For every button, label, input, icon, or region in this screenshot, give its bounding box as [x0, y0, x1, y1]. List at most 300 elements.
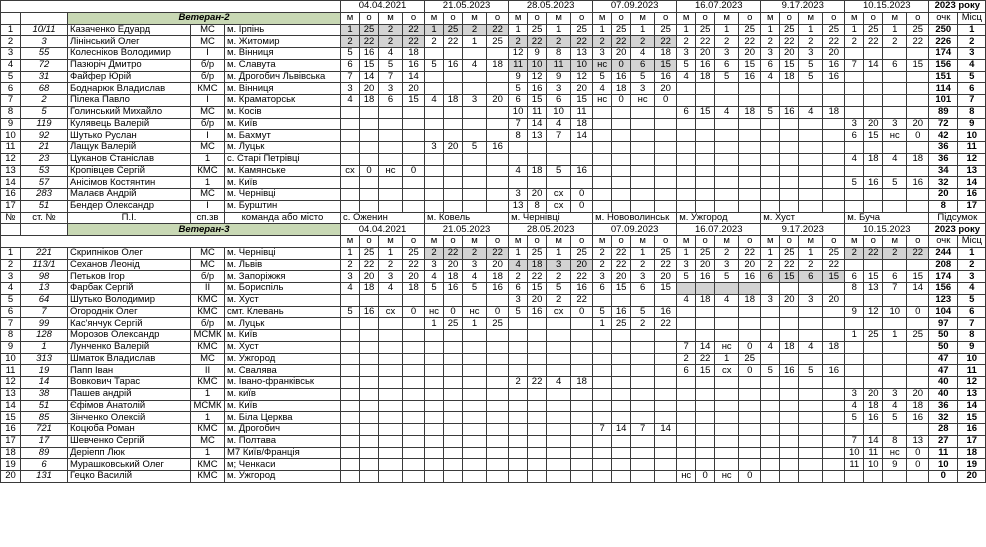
place-cell: 4 — [799, 341, 823, 353]
place-cell — [379, 177, 403, 189]
athlete-name: Зінченко Олексій — [68, 412, 191, 424]
points-cell — [612, 177, 631, 189]
points-cell — [612, 294, 631, 306]
total-points: 8 — [929, 200, 958, 212]
place-cell: 7 — [845, 59, 864, 71]
points-cell: 15 — [655, 283, 677, 295]
total-points: 47 — [929, 353, 958, 365]
venue-name: м. Ужгород — [677, 212, 761, 224]
athlete-name: Файфер Юрій — [68, 71, 191, 83]
points-cell — [403, 471, 425, 483]
place-cell: 3 — [379, 83, 403, 95]
place-cell: 5 — [341, 306, 360, 318]
team-city: м. Київ — [225, 330, 341, 342]
place-cell — [341, 294, 360, 306]
place-cell — [463, 165, 487, 177]
team-city: м. Київ — [225, 118, 341, 130]
place-cell — [799, 189, 823, 201]
points-cell — [528, 459, 547, 471]
place-cell: 3 — [425, 259, 444, 271]
points-cell: 15 — [655, 59, 677, 71]
sub-header: м — [761, 12, 780, 24]
athlete-row — [1, 48, 986, 60]
points-cell — [907, 189, 929, 201]
points-cell: 18 — [612, 83, 631, 95]
place-cell — [379, 341, 403, 353]
points-cell: 25 — [612, 318, 631, 330]
points-cell — [403, 365, 425, 377]
points-cell — [487, 177, 509, 189]
place-cell: сх — [547, 306, 571, 318]
place-cell: 1 — [677, 247, 696, 259]
place-cell: 13 — [509, 200, 528, 212]
points-cell — [528, 388, 547, 400]
place-cell — [761, 412, 780, 424]
place-cell: 1 — [547, 24, 571, 36]
place-cell — [799, 130, 823, 142]
points-cell: 0 — [444, 306, 463, 318]
place-cell — [593, 435, 612, 447]
place-cell — [631, 177, 655, 189]
place-cell: нс — [593, 59, 612, 71]
points-cell — [907, 71, 929, 83]
sub-header: о — [403, 12, 425, 24]
points-cell: 9 — [528, 48, 547, 60]
place-cell: 5 — [463, 283, 487, 295]
row-number: 10 — [1, 130, 21, 142]
points-cell — [780, 318, 799, 330]
points-cell — [780, 388, 799, 400]
place-cell: 4 — [425, 95, 444, 107]
sub-header: м — [799, 236, 823, 248]
place-cell — [761, 459, 780, 471]
athlete-row — [1, 424, 986, 436]
total-points: 40 — [929, 388, 958, 400]
place-cell: 2 — [425, 36, 444, 48]
sport-rank: б/р — [191, 71, 225, 83]
sub-header: м — [463, 236, 487, 248]
final-place: 16 — [958, 189, 986, 201]
sub-header: м — [883, 12, 907, 24]
row-number: 20 — [1, 471, 21, 483]
place-cell: 1 — [845, 24, 864, 36]
place-cell: 7 — [845, 435, 864, 447]
points-cell — [739, 153, 761, 165]
points-cell — [696, 318, 715, 330]
points-cell: 18 — [444, 271, 463, 283]
athlete-name: Бендер Олександр — [68, 200, 191, 212]
points-cell — [403, 153, 425, 165]
place-cell — [761, 330, 780, 342]
place-cell: 1 — [883, 24, 907, 36]
total-points: 47 — [929, 365, 958, 377]
place-cell — [463, 153, 487, 165]
points-cell — [360, 189, 379, 201]
team-city: м. київ — [225, 388, 341, 400]
points-cell: 0 — [612, 59, 631, 71]
place-cell — [341, 153, 360, 165]
place-cell: 2 — [593, 247, 612, 259]
points-cell: 22 — [571, 271, 593, 283]
points-cell: 18 — [403, 283, 425, 295]
final-place: 20 — [958, 471, 986, 483]
place-cell — [425, 353, 444, 365]
final-place: 3 — [958, 271, 986, 283]
points-cell: 22 — [655, 36, 677, 48]
athlete-row — [1, 142, 986, 154]
points-cell: 15 — [696, 365, 715, 377]
points-cell — [739, 435, 761, 447]
points-cell — [823, 400, 845, 412]
place-cell: 2 — [509, 36, 528, 48]
points-cell — [823, 83, 845, 95]
place-cell: 2 — [799, 259, 823, 271]
points-cell — [696, 388, 715, 400]
place-cell — [761, 447, 780, 459]
points-cell: 12 — [571, 71, 593, 83]
place-cell: сх — [379, 306, 403, 318]
place-cell: 8 — [547, 48, 571, 60]
points-cell: 25 — [571, 24, 593, 36]
points-cell: 11 — [864, 447, 883, 459]
place-cell — [593, 459, 612, 471]
place-cell: нс — [883, 130, 907, 142]
points-cell: 16 — [739, 71, 761, 83]
total-points: 11 — [929, 447, 958, 459]
place-cell: 1 — [341, 247, 360, 259]
start-number: 131 — [21, 471, 68, 483]
sport-rank: КМС — [191, 424, 225, 436]
place-cell: 8 — [509, 130, 528, 142]
points-cell — [780, 130, 799, 142]
athlete-row — [1, 271, 986, 283]
sport-rank: ІІ — [191, 365, 225, 377]
points-cell — [528, 400, 547, 412]
start-number: 92 — [21, 130, 68, 142]
sub-header: о — [571, 236, 593, 248]
sport-rank: МС — [191, 36, 225, 48]
place-cell — [677, 83, 696, 95]
points-cell — [864, 83, 883, 95]
points-cell — [612, 200, 631, 212]
place-cell: 6 — [883, 59, 907, 71]
athlete-row — [1, 118, 986, 130]
points-cell — [487, 189, 509, 201]
points-cell: 25 — [528, 247, 547, 259]
place-cell — [463, 388, 487, 400]
place-cell: 4 — [425, 271, 444, 283]
sub-header: о — [907, 12, 929, 24]
total-points: 244 — [929, 247, 958, 259]
start-number: 53 — [21, 165, 68, 177]
place-cell — [883, 341, 907, 353]
points-cell: 22 — [612, 36, 631, 48]
place-cell — [547, 353, 571, 365]
points-cell: 8 — [528, 200, 547, 212]
athlete-name: Кропівцев Сергій — [68, 165, 191, 177]
points-cell — [487, 118, 509, 130]
points-cell: 22 — [823, 259, 845, 271]
place-cell: 4 — [463, 59, 487, 71]
sub-header: о — [528, 12, 547, 24]
points-cell — [907, 318, 929, 330]
points-cell: 16 — [655, 71, 677, 83]
points-cell — [780, 118, 799, 130]
athlete-name: Малаєв Андрій — [68, 189, 191, 201]
place-cell: 7 — [677, 341, 696, 353]
total-points: 20 — [929, 189, 958, 201]
start-number: 23 — [21, 153, 68, 165]
start-number: 5 — [21, 106, 68, 118]
athlete-row — [1, 459, 986, 471]
total-points: 174 — [929, 48, 958, 60]
place-cell — [593, 177, 612, 189]
points-cell: 16 — [780, 106, 799, 118]
team-city: м. Київ — [225, 177, 341, 189]
points-cell — [360, 318, 379, 330]
place-cell — [593, 341, 612, 353]
place-cell: 5 — [425, 283, 444, 295]
points-cell — [360, 118, 379, 130]
place-cell — [631, 459, 655, 471]
points-cell — [655, 341, 677, 353]
points-cell — [612, 459, 631, 471]
place-cell: 5 — [631, 306, 655, 318]
points-cell — [864, 95, 883, 107]
points-cell — [696, 200, 715, 212]
place-cell — [341, 471, 360, 483]
total-points: 89 — [929, 106, 958, 118]
subheader-row — [1, 236, 986, 248]
points-cell — [444, 130, 463, 142]
final-place: 12 — [958, 377, 986, 389]
place-cell: 2 — [631, 36, 655, 48]
sub-header: м — [379, 236, 403, 248]
place-cell — [425, 200, 444, 212]
points-cell: 18 — [360, 95, 379, 107]
points-cell: 22 — [655, 259, 677, 271]
place-cell: 5 — [799, 365, 823, 377]
place-cell — [799, 353, 823, 365]
points-cell — [612, 365, 631, 377]
final-place: 13 — [958, 165, 986, 177]
team-city: с. Старі Петрівці — [225, 153, 341, 165]
athlete-name: Голинський Михайло — [68, 106, 191, 118]
place-cell — [463, 294, 487, 306]
place-cell: 7 — [509, 118, 528, 130]
athlete-name: Огороднік Олег — [68, 306, 191, 318]
points-cell — [444, 165, 463, 177]
points-cell: 18 — [907, 400, 929, 412]
points-cell: 25 — [864, 330, 883, 342]
place-cell — [463, 365, 487, 377]
place-cell: 1 — [463, 318, 487, 330]
place-cell — [509, 142, 528, 154]
place-cell: 3 — [715, 48, 739, 60]
points-cell — [739, 459, 761, 471]
points-cell: 0 — [907, 459, 929, 471]
points-cell: 18 — [487, 271, 509, 283]
points-cell — [403, 200, 425, 212]
sub-header: м — [677, 236, 696, 248]
sport-rank: КМС — [191, 165, 225, 177]
points-cell: 22 — [612, 259, 631, 271]
final-place: 6 — [958, 306, 986, 318]
start-number: 51 — [21, 400, 68, 412]
event-date: 9.17.2023 — [761, 1, 845, 13]
points-cell — [444, 48, 463, 60]
start-number: 89 — [21, 447, 68, 459]
team-city: м. Київ — [225, 400, 341, 412]
place-cell — [425, 106, 444, 118]
points-cell — [823, 142, 845, 154]
place-cell: 1 — [677, 24, 696, 36]
points-cell: 16 — [780, 365, 799, 377]
points-cell: 15 — [907, 271, 929, 283]
points-cell — [444, 377, 463, 389]
row-number: 18 — [1, 447, 21, 459]
event-date: 16.07.2023 — [677, 1, 761, 13]
place-cell: 5 — [547, 283, 571, 295]
team-city: м. Запоріжжя — [225, 271, 341, 283]
final-place: 13 — [958, 388, 986, 400]
place-cell — [509, 435, 528, 447]
athlete-name: Петьков Ігор — [68, 271, 191, 283]
athlete-row — [1, 165, 986, 177]
points-cell — [696, 283, 715, 295]
place-cell — [379, 189, 403, 201]
place-cell — [761, 388, 780, 400]
points-cell — [780, 283, 799, 295]
athlete-name: Папп Іван — [68, 365, 191, 377]
points-cell — [612, 189, 631, 201]
points-cell: 11 — [571, 106, 593, 118]
points-cell — [444, 118, 463, 130]
points-cell: 0 — [403, 306, 425, 318]
place-cell: 4 — [379, 283, 403, 295]
place-cell — [677, 306, 696, 318]
place-cell: 7 — [593, 424, 612, 436]
team-city: м. Косів — [225, 106, 341, 118]
athlete-name: Лінінський Олег — [68, 36, 191, 48]
place-cell — [425, 71, 444, 83]
place-cell: 4 — [677, 71, 696, 83]
place-cell: 10 — [547, 106, 571, 118]
total-points: 0 — [929, 471, 958, 483]
start-number: 51 — [21, 200, 68, 212]
points-cell: 16 — [907, 412, 929, 424]
place-cell — [463, 435, 487, 447]
points-cell — [403, 189, 425, 201]
place-cell — [883, 106, 907, 118]
place-cell — [463, 48, 487, 60]
sport-rank: 1 — [191, 412, 225, 424]
place-cell: 2 — [463, 247, 487, 259]
points-cell — [444, 330, 463, 342]
place-cell: 2 — [509, 271, 528, 283]
points-cell: 20 — [612, 48, 631, 60]
points-cell — [528, 365, 547, 377]
place-cell — [677, 283, 696, 295]
points-cell — [696, 447, 715, 459]
place-cell: 4 — [463, 271, 487, 283]
place-cell: 1 — [799, 24, 823, 36]
points-cell: 20 — [696, 259, 715, 271]
sport-rank: 1 — [191, 177, 225, 189]
athlete-row — [1, 189, 986, 201]
points-cell — [864, 377, 883, 389]
total-points: 50 — [929, 341, 958, 353]
row-number: 15 — [1, 412, 21, 424]
points-cell — [444, 424, 463, 436]
points-cell — [528, 341, 547, 353]
points-cell — [360, 424, 379, 436]
points-cell — [864, 200, 883, 212]
place-cell — [379, 318, 403, 330]
place-cell — [883, 353, 907, 365]
place-cell — [425, 330, 444, 342]
place-cell — [761, 377, 780, 389]
place-cell — [631, 353, 655, 365]
event-date: 04.04.2021 — [341, 224, 425, 236]
place-cell: нс — [631, 95, 655, 107]
points-cell — [823, 165, 845, 177]
points-cell — [655, 130, 677, 142]
points-cell — [655, 330, 677, 342]
place-cell — [799, 83, 823, 95]
points-cell — [403, 330, 425, 342]
points-cell — [907, 341, 929, 353]
sub-header: м — [379, 12, 403, 24]
final-place: 10 — [958, 353, 986, 365]
points-cell — [612, 377, 631, 389]
points-cell — [360, 330, 379, 342]
points-cell — [823, 118, 845, 130]
points-cell — [780, 424, 799, 436]
team-city: м. Луцьк — [225, 318, 341, 330]
place-cell: 3 — [341, 83, 360, 95]
place-cell — [341, 318, 360, 330]
start-number: 72 — [21, 59, 68, 71]
place-cell — [631, 471, 655, 483]
event-date: 07.09.2023 — [593, 224, 677, 236]
place-cell — [509, 447, 528, 459]
points-cell: 25 — [780, 24, 799, 36]
points-cell — [360, 377, 379, 389]
column-header-row — [1, 212, 986, 224]
points-cell: 14 — [655, 424, 677, 436]
points-cell — [739, 318, 761, 330]
athlete-row — [1, 365, 986, 377]
points-cell: 0 — [571, 189, 593, 201]
place-cell — [341, 459, 360, 471]
sub-header: м — [341, 236, 360, 248]
place-cell — [761, 353, 780, 365]
sub-header: о — [528, 236, 547, 248]
place-cell: 5 — [677, 271, 696, 283]
place-cell: 3 — [463, 259, 487, 271]
points-cell: 22 — [360, 259, 379, 271]
place-cell — [379, 142, 403, 154]
team-city: м. Камянське — [225, 165, 341, 177]
athlete-name: Боднарюк Владислав — [68, 83, 191, 95]
points-cell — [487, 330, 509, 342]
sub-header: м — [593, 236, 612, 248]
points-cell — [823, 471, 845, 483]
points-cell — [360, 353, 379, 365]
points-cell — [571, 318, 593, 330]
place-cell — [715, 400, 739, 412]
